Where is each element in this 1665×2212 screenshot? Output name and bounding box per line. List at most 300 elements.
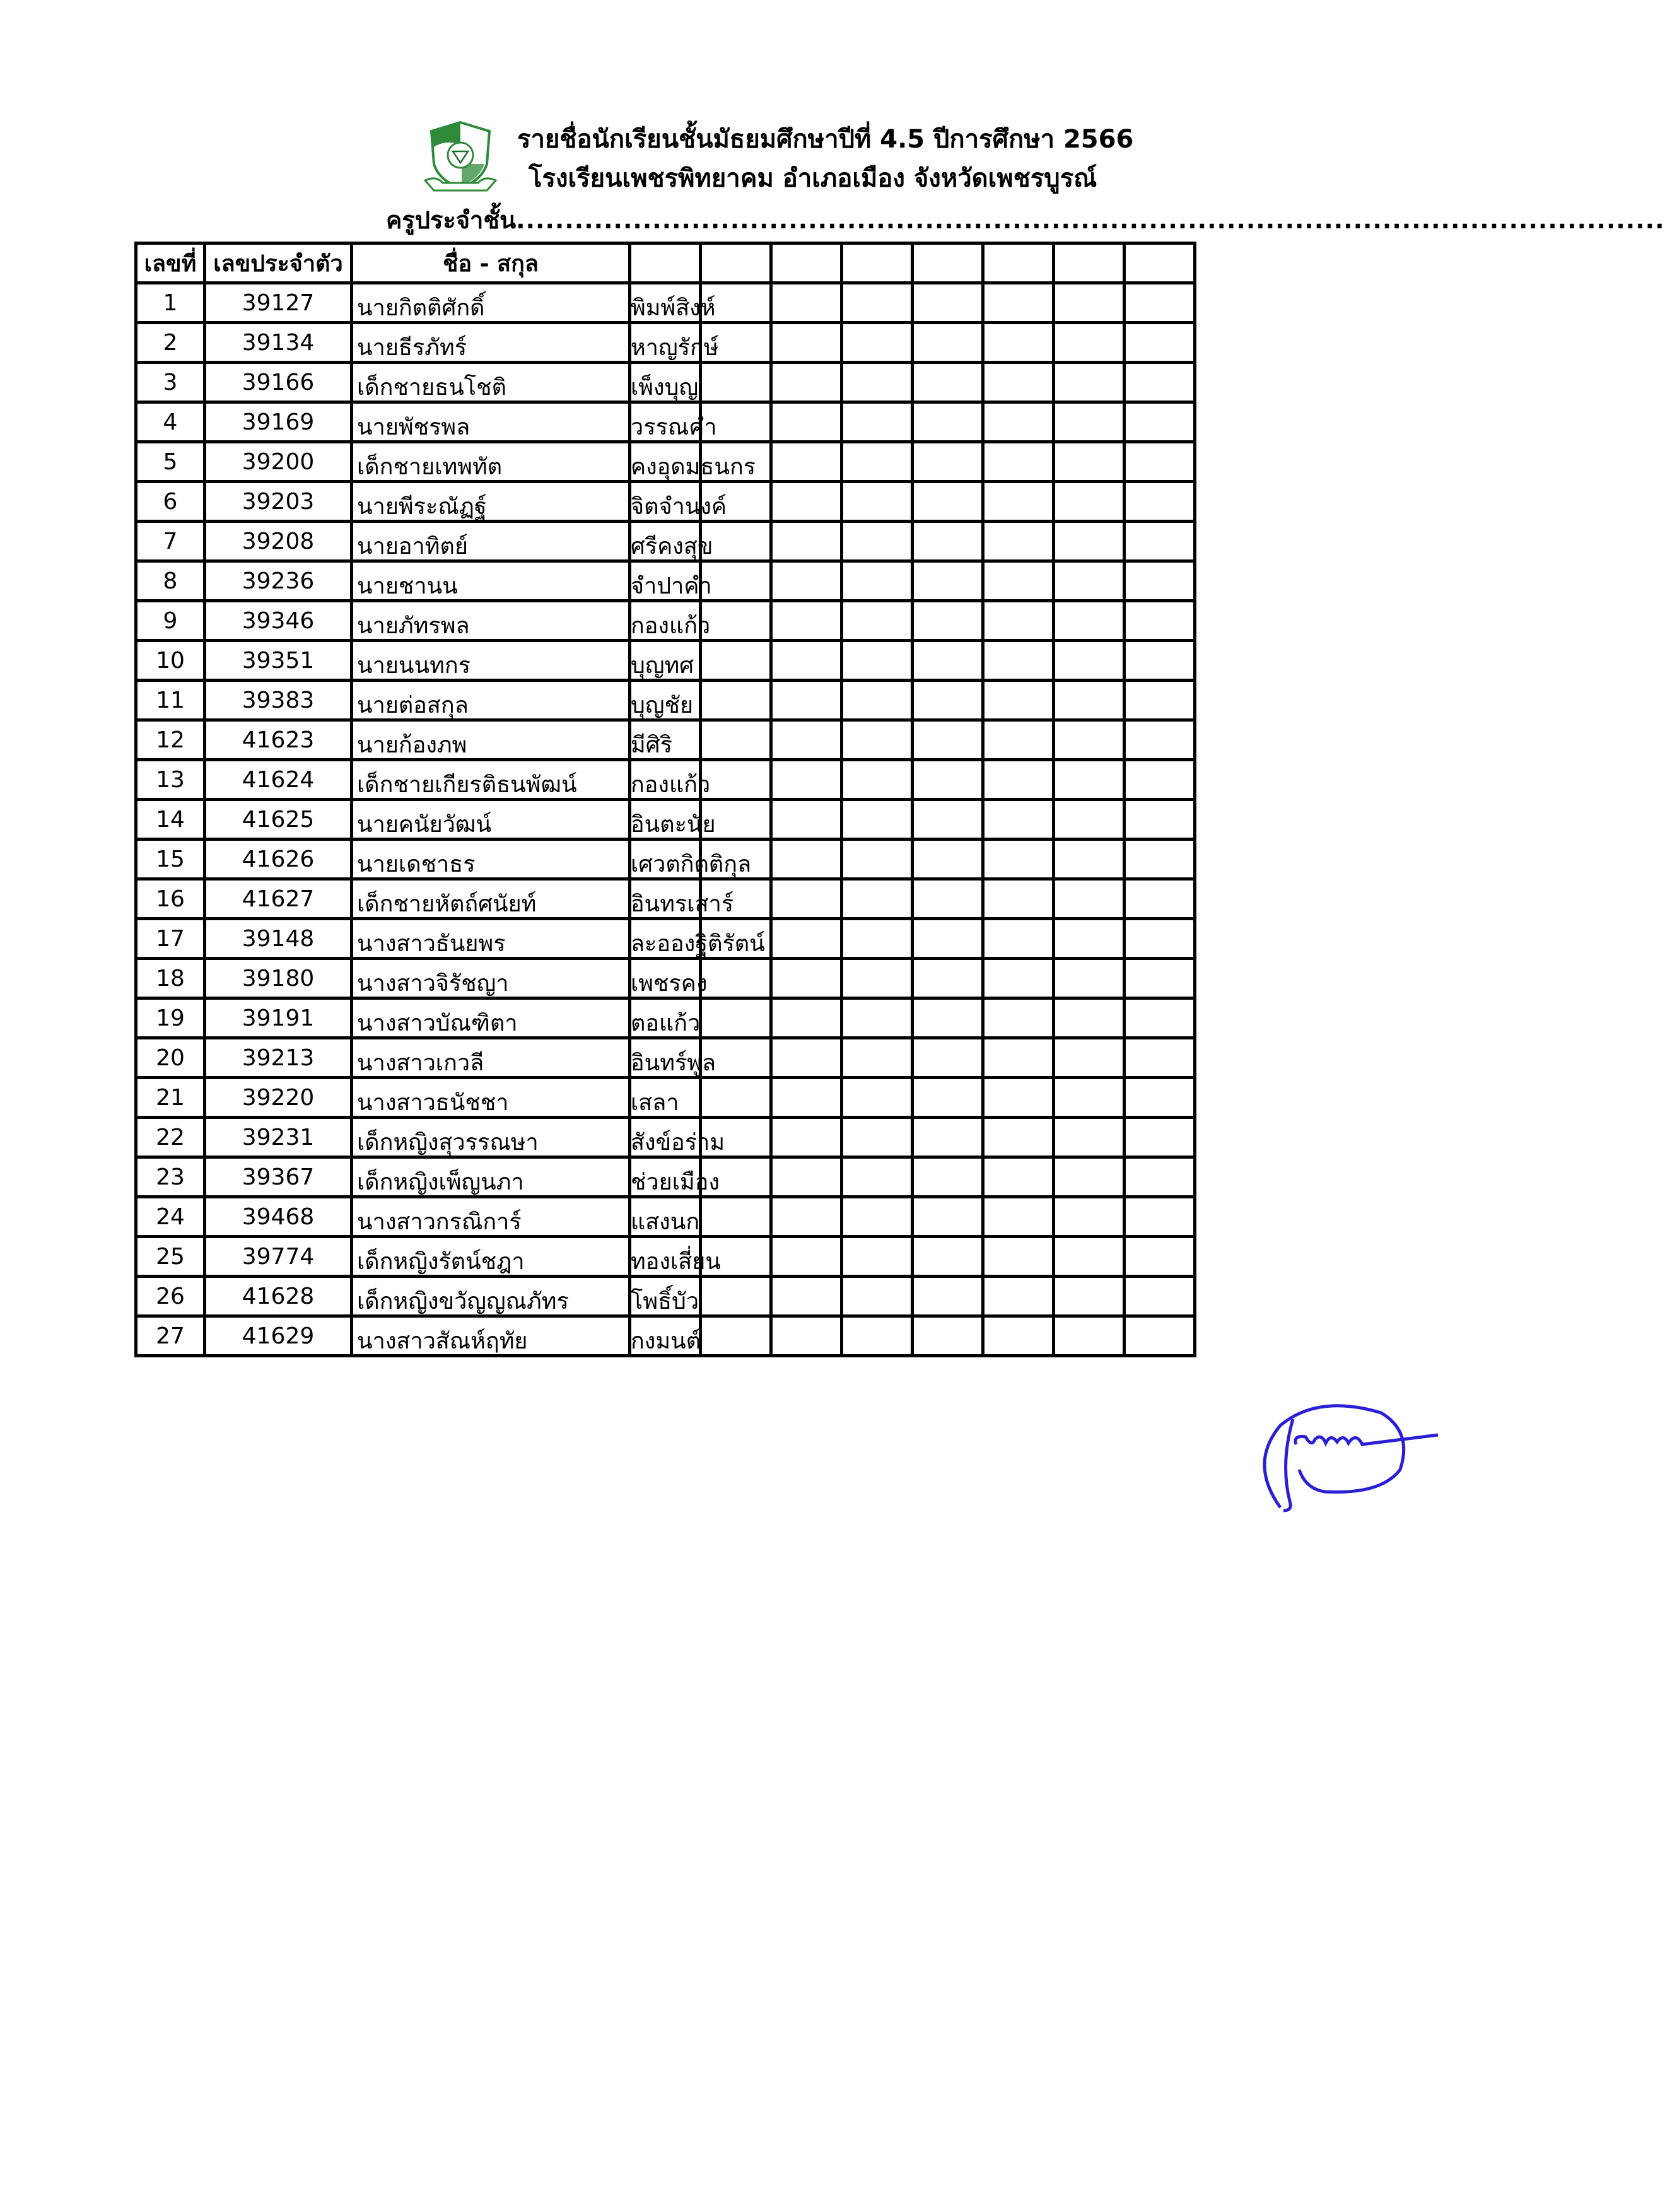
first-name: นางสาวบัณฑิตา: [357, 1010, 518, 1036]
blank-cell: [701, 998, 771, 1038]
blank-cell: [842, 323, 913, 363]
blank-cell: [913, 1237, 983, 1277]
student-name: [352, 959, 708, 998]
blank-cell: [983, 1197, 1054, 1237]
blank-cell: [842, 1078, 913, 1118]
last-name: เสลา: [631, 1090, 679, 1116]
student-id: 39148: [205, 919, 352, 959]
blank-cell: [1125, 1118, 1195, 1157]
blank-cell: [842, 800, 913, 840]
student-name: [352, 482, 727, 522]
blank-cell: [1125, 1237, 1195, 1277]
blank-column-header: [842, 243, 913, 283]
first-name: นายเดชาธร: [357, 851, 476, 877]
student-name: [352, 1157, 720, 1197]
blank-cell: [1054, 283, 1125, 323]
blank-cell: [1125, 363, 1195, 402]
last-name: เพ็งบุญ: [631, 375, 699, 401]
first-name: นายอาทิตย์: [357, 534, 468, 559]
last-name: กองแก้ว: [631, 613, 711, 639]
table-row: [136, 879, 1195, 919]
blank-cell: [913, 442, 983, 482]
row-number: 9: [136, 601, 205, 641]
blank-cell: [913, 363, 983, 402]
first-name: นายชานน: [357, 573, 458, 599]
table-row: [136, 1197, 1195, 1237]
row-number: 3: [136, 363, 205, 402]
student-name: [352, 641, 694, 681]
blank-cell: [842, 1157, 913, 1197]
student-name: [352, 283, 716, 323]
blank-cell: [842, 601, 913, 641]
blank-cell: [1054, 879, 1125, 919]
student-id: 39200: [205, 442, 352, 482]
blank-cell: [983, 442, 1054, 482]
blank-cell: [1125, 1197, 1195, 1237]
row-number: 16: [136, 879, 205, 919]
blank-cell: [771, 363, 842, 402]
blank-cell: [913, 840, 983, 879]
student-name: [352, 522, 713, 561]
blank-cell: [983, 1157, 1054, 1197]
table-row: [136, 998, 1195, 1038]
blank-cell: [983, 561, 1054, 601]
student-id: 41624: [205, 760, 352, 800]
document-title: รายชื่อนักเรียนชั้นมัธยมศึกษาปีที่ 4.5 ปีการศึกษา 2566: [517, 125, 1134, 154]
last-name: ตอแก้ว: [631, 1010, 701, 1036]
blank-cell: [771, 1197, 842, 1237]
first-name: นายพีระณัฏฐ์: [357, 494, 487, 520]
student-id: 41627: [205, 879, 352, 919]
last-name: ศรีคงสุข: [631, 534, 713, 559]
blank-cell: [983, 1038, 1054, 1078]
blank-cell: [842, 641, 913, 681]
table-row: [136, 840, 1195, 879]
blank-cell: [771, 840, 842, 879]
first-name: นางสาวเกวลี: [357, 1050, 484, 1076]
row-number: 25: [136, 1237, 205, 1277]
student-id: 39351: [205, 641, 352, 681]
first-name: นางสาวจิรัชญา: [357, 971, 509, 997]
blank-cell: [771, 561, 842, 601]
first-name: นายนนทกร: [357, 653, 470, 679]
table-body: [136, 283, 1195, 1356]
student-name: [352, 1118, 725, 1157]
blank-cell: [1125, 522, 1195, 561]
column-header-name: ชื่อ - สกุล: [352, 243, 630, 283]
first-name: เด็กหญิงสุวรรณษา: [357, 1130, 539, 1156]
student-id: 39231: [205, 1118, 352, 1157]
blank-cell: [1054, 1237, 1125, 1277]
blank-column-header: [983, 243, 1054, 283]
blank-cell: [771, 482, 842, 522]
table-row: [136, 1237, 1195, 1277]
row-number: 8: [136, 561, 205, 601]
first-name: นายกิตติศักดิ์: [357, 295, 485, 321]
student-name: [352, 1237, 721, 1277]
blank-cell: [701, 720, 771, 760]
blank-cell: [983, 1118, 1054, 1157]
student-id: 39208: [205, 522, 352, 561]
row-number: 23: [136, 1157, 205, 1197]
blank-cell: [1054, 800, 1125, 840]
blank-cell: [1125, 1157, 1195, 1197]
blank-cell: [842, 760, 913, 800]
blank-cell: [771, 1078, 842, 1118]
student-name: [352, 442, 756, 482]
blank-cell: [771, 959, 842, 998]
table-row: [136, 522, 1195, 561]
last-name: จิตจำนงค์: [631, 494, 727, 520]
first-name: นายพัชรพล: [357, 414, 470, 440]
student-roster-table: [134, 242, 1196, 1357]
blank-cell: [983, 522, 1054, 561]
blank-cell: [842, 998, 913, 1038]
first-name: เด็กชายเทพทัต: [357, 454, 503, 480]
blank-cell: [913, 1277, 983, 1316]
blank-cell: [771, 760, 842, 800]
table-row: [136, 1157, 1195, 1197]
row-number: 18: [136, 959, 205, 998]
blank-cell: [1125, 1277, 1195, 1316]
blank-cell: [1054, 1277, 1125, 1316]
blank-cell: [1125, 442, 1195, 482]
blank-cell: [842, 522, 913, 561]
blank-cell: [913, 641, 983, 681]
first-name: เด็กหญิงรัตน์ชฎา: [357, 1249, 525, 1275]
student-name: [352, 681, 694, 720]
blank-cell: [913, 323, 983, 363]
student-name: [352, 363, 699, 402]
blank-cell: [701, 1277, 771, 1316]
blank-cell: [1125, 402, 1195, 442]
student-id: 39166: [205, 363, 352, 402]
blank-column-header: [771, 243, 842, 283]
blank-cell: [1054, 1038, 1125, 1078]
last-name: แสงนก: [631, 1209, 700, 1235]
blank-cell: [913, 601, 983, 641]
first-name: นายภัทรพล: [357, 613, 470, 639]
blank-cell: [771, 402, 842, 442]
blank-cell: [771, 601, 842, 641]
blank-cell: [983, 919, 1054, 959]
blank-cell: [842, 1038, 913, 1078]
student-name: [352, 760, 711, 800]
row-number: 1: [136, 283, 205, 323]
blank-cell: [701, 1316, 771, 1356]
row-number: 19: [136, 998, 205, 1038]
last-name: ช่วยเมือง: [631, 1169, 720, 1195]
blank-cell: [842, 482, 913, 522]
blank-cell: [913, 1157, 983, 1197]
student-id: 39346: [205, 601, 352, 641]
table-row: [136, 641, 1195, 681]
blank-cell: [842, 1237, 913, 1277]
blank-column-header: [701, 243, 771, 283]
blank-cell: [1125, 601, 1195, 641]
blank-cell: [1125, 323, 1195, 363]
student-id: 41626: [205, 840, 352, 879]
blank-cell: [771, 879, 842, 919]
row-number: 22: [136, 1118, 205, 1157]
table-row: [136, 561, 1195, 601]
row-number: 14: [136, 800, 205, 840]
last-name: บุญทศ: [631, 653, 694, 679]
blank-cell: [771, 442, 842, 482]
blank-cell: [701, 601, 771, 641]
blank-cell: [1054, 522, 1125, 561]
blank-cell: [1125, 959, 1195, 998]
blank-cell: [1125, 720, 1195, 760]
table-row: [136, 1118, 1195, 1157]
student-name: [352, 1078, 679, 1118]
table-row: [136, 1038, 1195, 1078]
row-number: 4: [136, 402, 205, 442]
blank-column-header: [1125, 243, 1195, 283]
blank-cell: [983, 283, 1054, 323]
blank-cell: [1054, 1197, 1125, 1237]
student-id: 41628: [205, 1277, 352, 1316]
row-number: 26: [136, 1277, 205, 1316]
blank-cell: [913, 681, 983, 720]
blank-cell: [1125, 561, 1195, 601]
blank-cell: [983, 363, 1054, 402]
table-header-row: [136, 243, 1195, 283]
blank-cell: [771, 1237, 842, 1277]
last-name: โพธิ์บัว: [631, 1289, 699, 1314]
first-name: เด็กชายเกียรติธนพัฒน์: [357, 772, 577, 798]
blank-cell: [983, 720, 1054, 760]
last-name: กองแก้ว: [631, 772, 711, 798]
first-name: เด็กหญิงเพ็ญนภา: [357, 1169, 524, 1195]
last-name: อินตะนัย: [631, 812, 716, 838]
blank-cell: [1125, 998, 1195, 1038]
blank-cell: [1125, 482, 1195, 522]
row-number: 5: [136, 442, 205, 482]
student-id: 41625: [205, 800, 352, 840]
student-name: [352, 601, 711, 641]
first-name: เด็กชายหัตถ์ศนัยท์: [357, 891, 537, 917]
table-row: [136, 402, 1195, 442]
blank-cell: [913, 919, 983, 959]
row-number: 12: [136, 720, 205, 760]
blank-cell: [771, 720, 842, 760]
blank-cell: [771, 681, 842, 720]
first-name: นางสาวธันยพร: [357, 931, 506, 957]
student-id: 39127: [205, 283, 352, 323]
column-header-student-id: เลขประจำตัว: [205, 243, 352, 283]
table-row: [136, 1277, 1195, 1316]
blank-cell: [983, 1316, 1054, 1356]
blank-cell: [983, 1078, 1054, 1118]
last-name: ละอองฐิติรัตน์: [631, 931, 765, 957]
blank-cell: [913, 879, 983, 919]
blank-cell: [1054, 561, 1125, 601]
blank-cell: [983, 800, 1054, 840]
student-id: 39468: [205, 1197, 352, 1237]
blank-cell: [842, 561, 913, 601]
blank-cell: [1054, 720, 1125, 760]
student-name: [352, 840, 752, 879]
table-row: [136, 800, 1195, 840]
first-name: นายคนัยวัฒน์: [357, 812, 492, 838]
blank-cell: [842, 1197, 913, 1237]
row-number: 24: [136, 1197, 205, 1237]
blank-cell: [1054, 402, 1125, 442]
blank-cell: [1054, 959, 1125, 998]
blank-cell: [842, 402, 913, 442]
blank-cell: [913, 482, 983, 522]
blank-cell: [1125, 283, 1195, 323]
blank-cell: [842, 1316, 913, 1356]
blank-cell: [701, 1197, 771, 1237]
blank-cell: [1125, 840, 1195, 879]
table-row: [136, 442, 1195, 482]
row-number: 7: [136, 522, 205, 561]
blank-cell: [842, 442, 913, 482]
row-number: 21: [136, 1078, 205, 1118]
blank-cell: [701, 760, 771, 800]
last-name: อินทร์พูล: [631, 1050, 716, 1076]
last-name: พิมพ์สิงห์: [631, 295, 716, 321]
blank-cell: [983, 402, 1054, 442]
row-number: 10: [136, 641, 205, 681]
last-name: สังข์อร่าม: [631, 1130, 725, 1156]
last-name: วรรณคำ: [631, 414, 717, 440]
blank-cell: [1054, 760, 1125, 800]
student-name: [352, 1316, 701, 1356]
blank-cell: [771, 1316, 842, 1356]
last-name: จำปาคำ: [631, 573, 712, 599]
teacher-label: ครูประจำชั้น: [386, 206, 517, 234]
blank-cell: [771, 323, 842, 363]
blank-cell: [1054, 919, 1125, 959]
blank-cell: [983, 998, 1054, 1038]
blank-cell: [913, 720, 983, 760]
blank-cell: [842, 1277, 913, 1316]
blank-cell: [1125, 1078, 1195, 1118]
blank-cell: [1054, 1157, 1125, 1197]
blank-cell: [701, 363, 771, 402]
first-name: นายก้องภพ: [357, 732, 467, 758]
blank-cell: [842, 283, 913, 323]
teacher-signature: [1255, 1388, 1444, 1526]
blank-cell: [771, 1277, 842, 1316]
student-name: [352, 720, 672, 760]
blank-cell: [1054, 840, 1125, 879]
student-id: 39236: [205, 561, 352, 601]
blank-cell: [842, 720, 913, 760]
first-name: เด็กชายธนโชติ: [357, 375, 506, 401]
blank-cell: [1054, 482, 1125, 522]
student-name: [352, 919, 765, 959]
blank-cell: [1125, 919, 1195, 959]
student-name: [352, 1277, 699, 1316]
blank-column-header: [1054, 243, 1125, 283]
student-name: [352, 402, 717, 442]
blank-cell: [1125, 760, 1195, 800]
blank-cell: [983, 641, 1054, 681]
blank-column-header: [630, 243, 701, 283]
student-id: 39191: [205, 998, 352, 1038]
student-id: 39169: [205, 402, 352, 442]
row-number: 17: [136, 919, 205, 959]
student-name: [352, 1197, 700, 1237]
blank-cell: [842, 1118, 913, 1157]
blank-cell: [842, 959, 913, 998]
blank-cell: [983, 879, 1054, 919]
school-logo: [424, 120, 497, 196]
last-name: คงอุดมธนกร: [631, 454, 756, 480]
blank-cell: [983, 959, 1054, 998]
blank-cell: [771, 1157, 842, 1197]
homeroom-teacher-line: [386, 201, 1665, 239]
blank-cell: [1054, 681, 1125, 720]
first-name: นายธีรภัทร์: [357, 335, 467, 361]
blank-cell: [842, 840, 913, 879]
blank-cell: [842, 879, 913, 919]
blank-cell: [842, 919, 913, 959]
first-name: นางสาวธนัชชา: [357, 1090, 509, 1116]
blank-cell: [771, 1038, 842, 1078]
table-row: [136, 1316, 1195, 1356]
student-id: 41623: [205, 720, 352, 760]
school-location: โรงเรียนเพชรพิทยาคม อำเภอเมือง จังหวัดเพชรบูรณ์: [529, 164, 1097, 193]
blank-cell: [771, 1118, 842, 1157]
blank-cell: [913, 522, 983, 561]
blank-cell: [1125, 800, 1195, 840]
blank-cell: [983, 323, 1054, 363]
blank-cell: [701, 959, 771, 998]
table-row: [136, 363, 1195, 402]
blank-cell: [983, 1237, 1054, 1277]
blank-column-header: [913, 243, 983, 283]
table-row: [136, 482, 1195, 522]
blank-cell: [771, 641, 842, 681]
blank-cell: [913, 998, 983, 1038]
first-name: เด็กหญิงขวัญญณภัทร: [357, 1289, 569, 1314]
table-row: [136, 681, 1195, 720]
blank-cell: [913, 561, 983, 601]
blank-cell: [913, 1197, 983, 1237]
blank-cell: [842, 681, 913, 720]
last-name: บุญชัย: [631, 693, 694, 718]
blank-cell: [1054, 442, 1125, 482]
row-number: 20: [136, 1038, 205, 1078]
student-name: [352, 800, 716, 840]
blank-cell: [913, 1038, 983, 1078]
table-row: [136, 720, 1195, 760]
blank-cell: [1125, 1038, 1195, 1078]
blank-cell: [983, 601, 1054, 641]
student-name: [352, 323, 719, 363]
student-name: [352, 998, 701, 1038]
blank-cell: [1054, 1078, 1125, 1118]
teacher-blank: ......................................................................................................................: [516, 206, 1665, 234]
student-id: 39203: [205, 482, 352, 522]
blank-cell: [983, 681, 1054, 720]
student-id: 39213: [205, 1038, 352, 1078]
student-name: [352, 561, 712, 601]
blank-cell: [1125, 1316, 1195, 1356]
row-number: 11: [136, 681, 205, 720]
blank-cell: [983, 760, 1054, 800]
student-id: 39220: [205, 1078, 352, 1118]
student-id: 39383: [205, 681, 352, 720]
blank-cell: [771, 998, 842, 1038]
blank-cell: [701, 1078, 771, 1118]
last-name: เศวตกิตติกุล: [631, 851, 752, 877]
